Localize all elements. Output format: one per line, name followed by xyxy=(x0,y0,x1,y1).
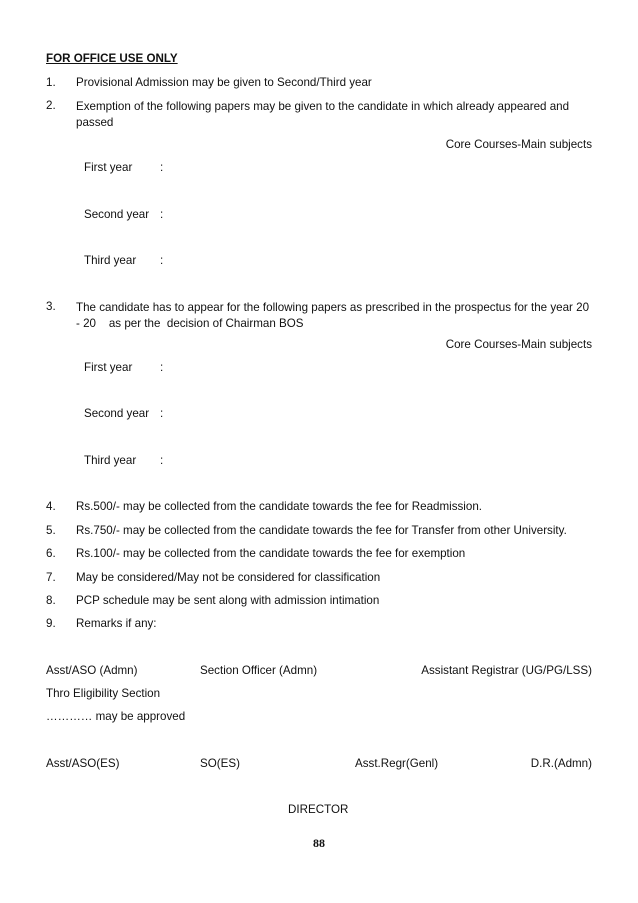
colon: : xyxy=(160,407,164,420)
colon: : xyxy=(160,161,164,174)
item-number: 3. xyxy=(46,300,56,313)
colon: : xyxy=(160,208,164,221)
item-number: 6. xyxy=(46,547,56,560)
item-text: Rs.500/- may be collected from the candidate towards the fee for Readmission. xyxy=(76,500,482,513)
item-text: The candidate has to appear for the following papers as prescribed in the prospectus for the year 20 - 20 as per the decision of Chairman BOS xyxy=(76,301,602,330)
year-label: First year xyxy=(84,161,133,174)
director-signatory: DIRECTOR xyxy=(288,803,349,816)
signatory-section-officer: Section Officer (Admn) xyxy=(200,664,318,677)
item-text: Remarks if any: xyxy=(76,617,157,630)
approved-line: ………… may be approved xyxy=(46,710,186,723)
item-text: May be considered/May not be considered for classification xyxy=(76,571,381,584)
year-label: Second year xyxy=(84,208,150,221)
item-number: 2. xyxy=(46,99,56,112)
year-label: Second year xyxy=(84,407,150,420)
thro-eligibility-line: Thro Eligibility Section xyxy=(46,687,161,700)
year-label: First year xyxy=(84,361,133,374)
item-number: 1. xyxy=(46,76,56,89)
signatory-assistant-registrar: Assistant Registrar (UG/PG/LSS) xyxy=(421,664,592,677)
item-text: Exemption of the following papers may be given to the candidate in which already appeared and passed xyxy=(76,100,570,129)
signatory-asst-aso-admn: Asst/ASO (Admn) xyxy=(46,664,138,677)
item-text: Rs.750/- may be collected from the candidate towards the fee for Transfer from other University. xyxy=(76,524,567,537)
item-text: Provisional Admission may be given to Second/Third year xyxy=(76,76,372,89)
item-number: 8. xyxy=(46,594,56,607)
item-number: 9. xyxy=(46,617,56,630)
core-courses-heading: Core Courses-Main subjects xyxy=(445,338,592,351)
core-courses-heading: Core Courses-Main subjects xyxy=(445,138,592,151)
signatory-so-es: SO(ES) xyxy=(200,757,240,770)
signatory-asst-regr-genl: Asst.Regr(Genl) xyxy=(355,757,439,770)
signatory-dr-admn: D.R.(Admn) xyxy=(530,757,592,770)
item-text: PCP schedule may be sent along with admission intimation xyxy=(76,594,380,607)
year-label: Third year xyxy=(84,454,137,467)
item-text: Rs.100/- may be collected from the candidate towards the fee for exemption xyxy=(76,547,466,560)
colon: : xyxy=(160,254,164,267)
item-number: 4. xyxy=(46,500,56,513)
colon: : xyxy=(160,361,164,374)
item-number: 7. xyxy=(46,571,56,584)
signatory-asst-aso-es: Asst/ASO(ES) xyxy=(46,757,120,770)
office-use-heading: FOR OFFICE USE ONLY xyxy=(46,52,178,65)
item-number: 5. xyxy=(46,524,56,537)
colon: : xyxy=(160,454,164,467)
page-number: 88 xyxy=(313,836,325,850)
year-label: Third year xyxy=(84,254,137,267)
